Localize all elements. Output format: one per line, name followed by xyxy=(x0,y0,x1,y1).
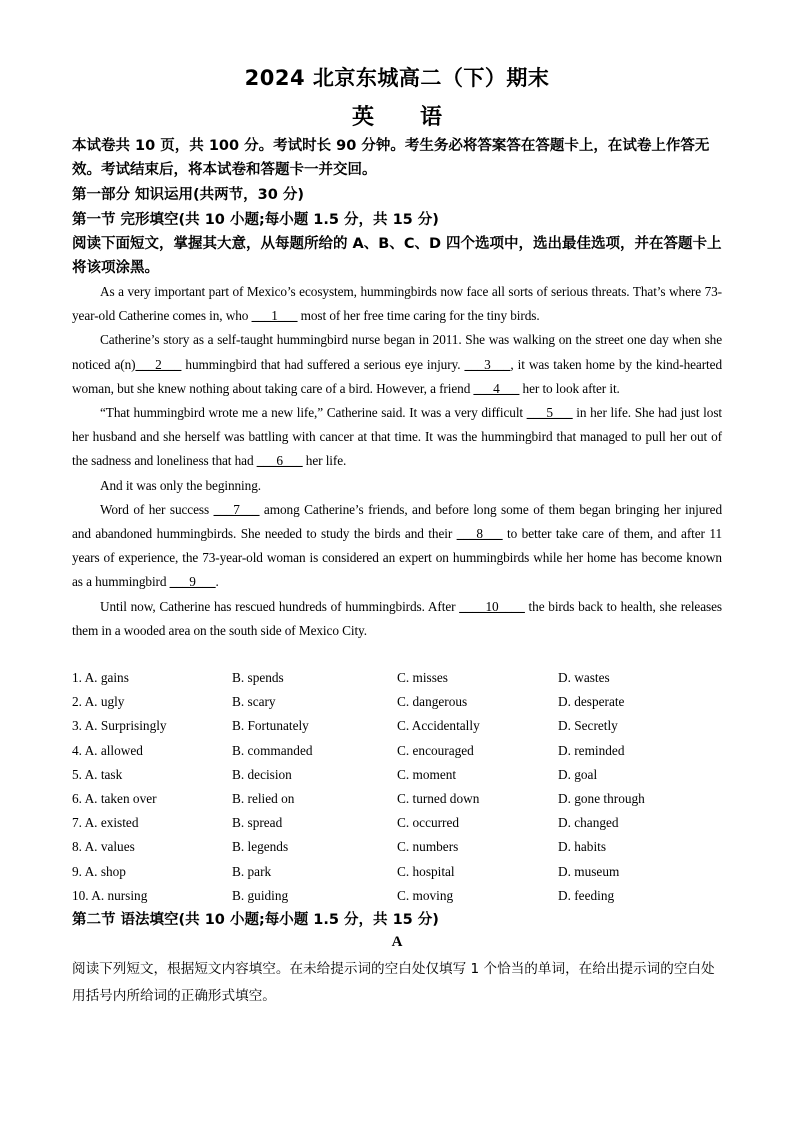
section2-instruction: 阅读下列短文，根据短文内容填空。在未给提示词的空白处仅填写 1 个恰当的单词，在给出提示词的空白处用括号内所给词的正确形式填空。 xyxy=(72,961,715,1004)
cloze-blank: ___6___ xyxy=(256,453,303,469)
cloze-blank: ___8___ xyxy=(456,526,503,542)
option-row xyxy=(72,690,752,714)
passage-paragraph: And it was only the beginning. xyxy=(100,477,261,493)
option-row xyxy=(72,763,752,787)
option-b: B. spends xyxy=(232,670,284,685)
option-b: B. Fortunately xyxy=(232,718,309,734)
option-b: B. legends xyxy=(232,839,289,855)
passage-paragraph: Word of her success ___7___ among Catherine’s friends, and before long some of them began bringing her injured and abandoned hummingbirds. She needed to study the birds and their ___8___ to better take care of them, and after 11 years of experience, the 73-year-old woman is considered an expert on hummingbirds while her home has become known as a hummingbird ___9___. xyxy=(72,501,722,590)
option-c: C. dangerous xyxy=(397,694,468,710)
option-c: C. hospital xyxy=(397,863,455,879)
section1-heading: 第一节 完形填空(共 10 小题;每小题 1.5 分，共 15 分) xyxy=(72,212,439,228)
option-a: 4. A. allowed xyxy=(72,742,143,758)
option-a: 1. A. gains xyxy=(72,670,129,685)
cloze-blank: ___7___ xyxy=(213,501,260,517)
answer-options xyxy=(72,666,752,908)
page-title: 2024 北京东城高二（下）期末 xyxy=(244,66,550,90)
passage-paragraph: Until now, Catherine has rescued hundreds of hummingbirds. After ____10____ the birds back to health, she releases them in a wooded area on the south side of Mexico City. xyxy=(72,598,722,638)
cloze-blank: ___4___ xyxy=(473,380,520,396)
option-a: 5. A. task xyxy=(72,766,123,782)
option-a: 3. A. Surprisingly xyxy=(72,718,167,734)
option-row xyxy=(72,835,752,859)
option-row xyxy=(72,860,752,884)
option-c: C. turned down xyxy=(397,790,480,806)
passage-paragraph: Catherine’s story as a self-taught hummingbird nurse began in 2011. She was walking on the street one day when she noticed a(n)___2___ hummingbird that had suffered a serious eye injury. ___3___, it was taken home by the kind-hearted woman, but she knew nothing about taking care of a bird. However, a friend ___4___ her to look after it. xyxy=(72,332,722,396)
option-c: C. moving xyxy=(397,887,454,903)
option-b: B. scary xyxy=(232,694,276,710)
option-row xyxy=(72,714,752,738)
option-row xyxy=(72,884,752,908)
option-d: D. desperate xyxy=(558,694,625,710)
option-d: D. Secretly xyxy=(558,718,618,734)
option-row xyxy=(72,739,752,763)
option-b: B. relied on xyxy=(232,790,295,806)
option-d: D. goal xyxy=(558,766,598,782)
option-b: B. guiding xyxy=(232,887,289,903)
option-c: C. encouraged xyxy=(397,742,474,758)
option-row xyxy=(72,666,752,690)
section1-instruction: 阅读下面短文，掌握其大意，从每题所给的 A、B、C、D 四个选项中，选出最佳选项，并在答题卡上将该项涂黑。 xyxy=(72,236,722,276)
exam-instructions: 本试卷共 10 页，共 100 分。考试时长 90 分钟。考生务必将答案答在答题卡上，在试卷上作答无效。考试结束后，将本试卷和答题卡一并交回。 xyxy=(72,138,710,178)
option-b: B. spread xyxy=(232,815,283,831)
cloze-blank: ____10____ xyxy=(459,598,525,614)
option-c: C. misses xyxy=(397,670,448,685)
part1-heading: 第一部分 知识运用(共两节，30 分) xyxy=(72,187,305,203)
cloze-blank: ___9___ xyxy=(169,574,216,590)
option-a: 8. A. values xyxy=(72,839,135,855)
option-a: 9. A. shop xyxy=(72,863,126,879)
cloze-passage xyxy=(72,280,722,643)
cloze-blank: ___5___ xyxy=(526,405,573,421)
option-d: D. changed xyxy=(558,815,619,831)
option-b: B. commanded xyxy=(232,742,313,758)
option-a: 10. A. nursing xyxy=(72,887,148,903)
option-d: D. feeding xyxy=(558,887,615,903)
passage-paragraph: As a very important part of Mexico’s ecosystem, hummingbirds now face all sorts of serious threats. That’s where 73-year-old Catherine comes in, who ___1___ most of her free time caring for the tiny birds. xyxy=(72,284,722,324)
option-d: D. museum xyxy=(558,863,620,879)
section2-letter: A xyxy=(391,934,403,950)
option-d: D. reminded xyxy=(558,742,625,758)
option-c: C. occurred xyxy=(397,815,460,831)
cloze-blank: ___1___ xyxy=(251,308,298,324)
option-c: C. moment xyxy=(397,766,457,782)
cloze-blank: ___3___ xyxy=(464,356,511,372)
option-d: D. habits xyxy=(558,839,607,855)
option-a: 2. A. ugly xyxy=(72,694,125,710)
option-a: 6. A. taken over xyxy=(72,790,157,806)
cloze-blank: ___2___ xyxy=(135,356,182,372)
option-b: B. park xyxy=(232,863,272,879)
option-row xyxy=(72,811,752,835)
passage-paragraph: “That hummingbird wrote me a new life,” Catherine said. It was a very difficult ___5___ in her life. She had just lost her husband and she herself was battling with cancer at that time. It was the hummingbird that managed to pull her out of the sadness and loneliness that had ___6___ her life. xyxy=(72,405,722,469)
option-d: D. wastes xyxy=(558,670,610,685)
option-b: B. decision xyxy=(232,766,292,782)
option-c: C. numbers xyxy=(397,839,459,855)
subject-heading: 英语 xyxy=(351,105,488,130)
option-c: C. Accidentally xyxy=(397,718,480,734)
option-row xyxy=(72,787,752,811)
option-a: 7. A. existed xyxy=(72,815,139,831)
option-d: D. gone through xyxy=(558,790,645,806)
section2-heading: 第二节 语法填空(共 10 小题;每小题 1.5 分，共 15 分) xyxy=(72,912,439,928)
